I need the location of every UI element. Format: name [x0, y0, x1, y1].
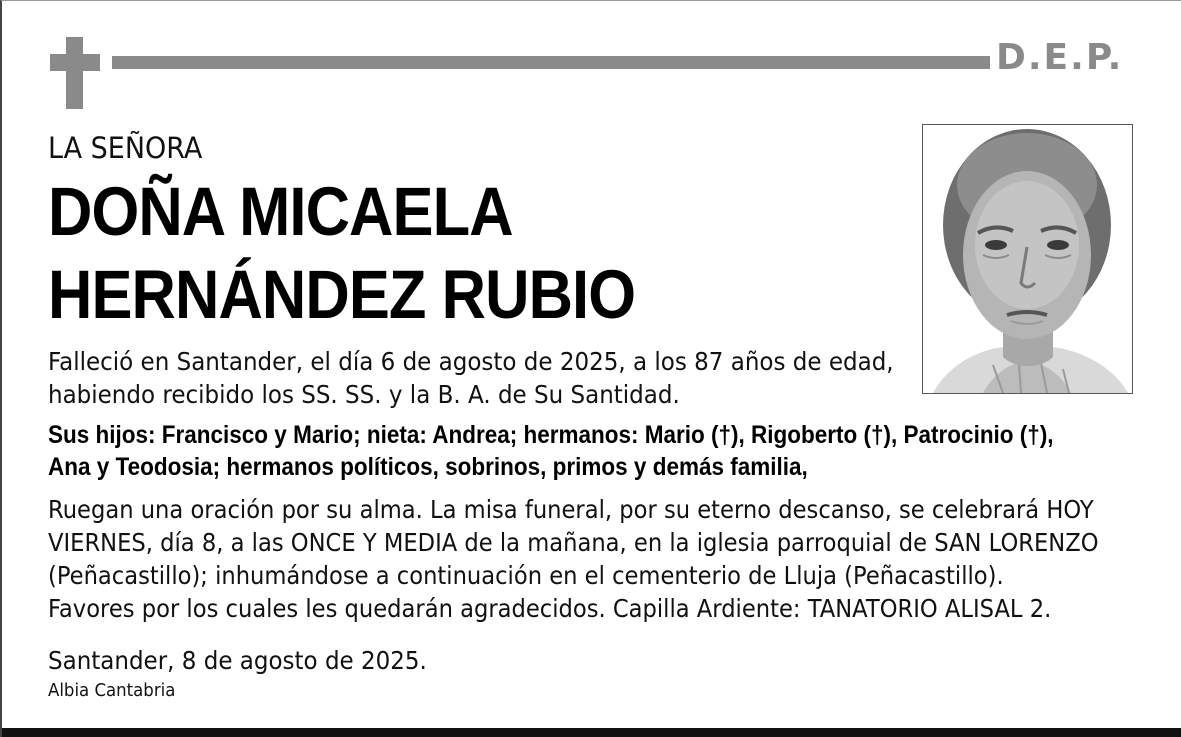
honorific: LA SEÑORA [48, 131, 203, 165]
portrait-photo [922, 124, 1133, 394]
funeral-notice-line-3: (Peñacastillo); inhumándose a continuación en el cementerio de Lluja (Peñacastillo). [48, 561, 1004, 590]
deceased-name-line-2: HERNÁNDEZ RUBIO [48, 256, 636, 333]
death-statement-line-1: Falleció en Santander, el día 6 de agosto de 2025, a los 87 años de edad, [48, 347, 894, 376]
funeral-notice [48, 493, 1099, 625]
family-list [48, 419, 1054, 483]
death-statement-line-2: habiendo recibido los SS. SS. y la B. A. de Su Santidad. [48, 380, 680, 409]
bottom-rule [2, 728, 1181, 737]
funeral-notice-line-4: Favores por los cuales les quedarán agradecidos. Capilla Ardiente: TANATORIO ALISAL 2. [48, 594, 1052, 623]
portrait-illustration [923, 125, 1132, 393]
funeral-agency: Albia Cantabria [48, 680, 176, 701]
family-list-line-1: Sus hijos: Francisco y Mario; nieta: Andrea; hermanos: Mario (†), Rigoberto (†), Patrocinio (†), [48, 421, 1054, 449]
dateline: Santander, 8 de agosto de 2025. [48, 646, 427, 675]
death-statement [48, 345, 894, 411]
dep-label: D.E.P. [996, 37, 1124, 78]
header-rule [112, 56, 990, 69]
funeral-notice-line-1: Ruegan una oración por su alma. La misa funeral, por su eterno descanso, se celebrará HOY [48, 495, 1094, 524]
family-list-line-2: Ana y Teodosia; hermanos políticos, sobrinos, primos y demás familia, [48, 453, 808, 481]
cross-horizontal-bar [50, 54, 100, 71]
funeral-notice-line-2: VIERNES, día 8, a las ONCE Y MEDIA de la mañana, en la iglesia parroquial de SAN LORENZO [48, 528, 1099, 557]
cross-vertical-bar [66, 37, 83, 109]
deceased-name-line-1: DOÑA MICAELA [48, 173, 513, 250]
